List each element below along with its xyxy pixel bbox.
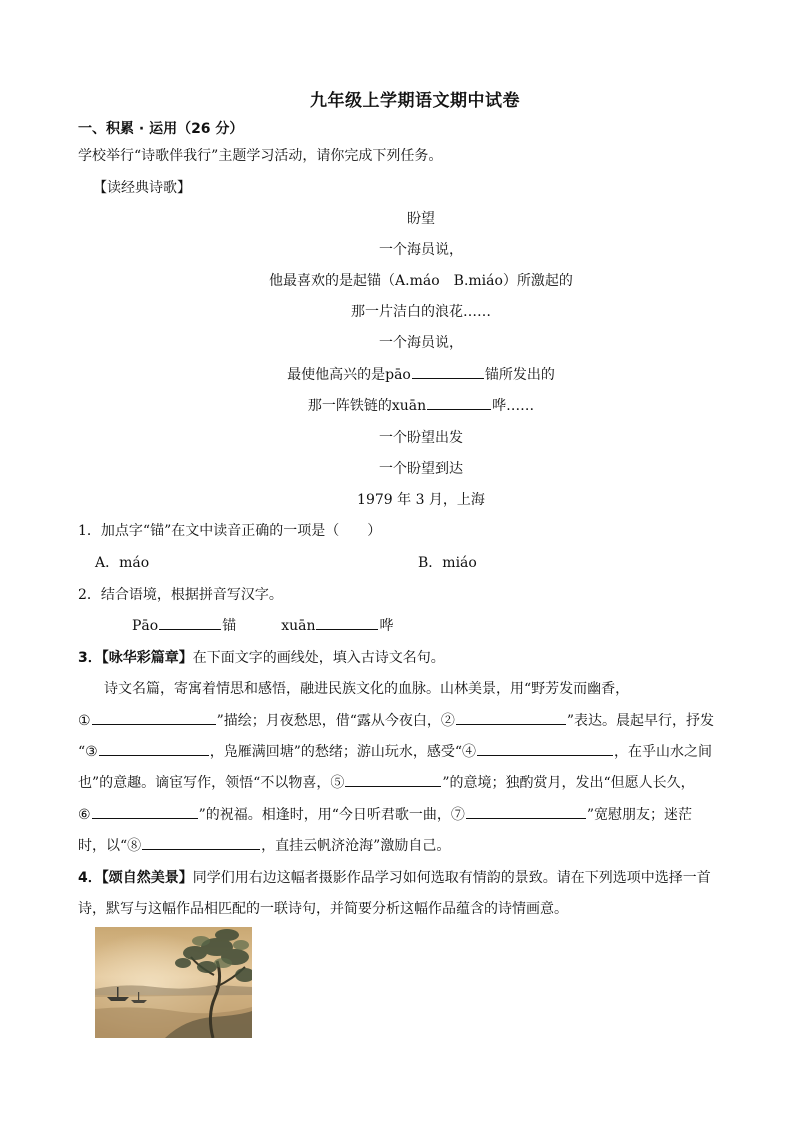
- paragraph-text: ”宽慰朋友；迷茫: [586, 807, 693, 823]
- paragraph-line: [78, 804, 742, 824]
- question-number: 3．: [78, 650, 102, 666]
- paragraph-text: ”表达。晨起早行，抒发: [566, 713, 715, 729]
- question-1-option-b[interactable]: B．miáo: [418, 555, 477, 571]
- pinyin-label: xuān: [281, 618, 316, 634]
- answer-blank-7[interactable]: [466, 804, 586, 819]
- paragraph-text: ，直挂云帆济沧海”激励自己。: [261, 838, 451, 854]
- poem-line-text: 锚所发出的: [484, 367, 555, 383]
- poem-line: 一个盼望出发: [379, 430, 463, 446]
- question-text: 在下面文字的画线处，填入古诗文名句。: [192, 650, 445, 666]
- answer-blank-8[interactable]: [142, 835, 260, 850]
- answer-blank-pao[interactable]: [159, 615, 221, 630]
- poem-line-with-blank: [0, 395, 794, 415]
- poem-date: 1979 年 3 月，上海: [357, 492, 485, 508]
- answer-blank-4[interactable]: [477, 741, 613, 756]
- section-intro: 学校举行“诗歌伴我行”主题学习活动，请你完成下列任务。: [78, 148, 443, 164]
- poem-line-text: 那一阵铁链的xuān: [307, 398, 427, 414]
- page-title: 九年级上学期语文期中试卷: [310, 91, 520, 111]
- paragraph-text: ，在乎山水之间: [614, 744, 713, 760]
- paragraph-text: ，凫雁满回塘”的愁绪；游山玩水，感受“④: [209, 744, 477, 760]
- question-3-stem: [78, 647, 445, 667]
- poem-line: 一个海员说，: [379, 242, 463, 258]
- circled-number: 时，以“⑧: [78, 838, 142, 854]
- paragraph-line: [78, 710, 742, 730]
- question-4-stem: [78, 867, 742, 887]
- question-tag: 【咏华彩篇章】: [101, 650, 193, 666]
- question-1-option-a[interactable]: A．máo: [95, 555, 150, 571]
- poem-line: 那一片洁白的浪花……: [351, 304, 491, 320]
- poem-line-text: 哗……: [492, 398, 535, 414]
- circled-number: ⑥: [78, 807, 91, 823]
- char-label: 哗: [379, 618, 394, 634]
- paragraph-text: ”描绘；月夜愁思，借“露从今夜白，②: [216, 713, 455, 729]
- circled-number: ①: [78, 713, 91, 729]
- paragraph-text: 也”的意趣。谪宦写作，领悟“不以物喜，⑤: [78, 775, 345, 791]
- paragraph-line: 诗文名篇，寄寓着情思和感悟，融进民族文化的血脉。山林美景，用“野芳发而幽香，: [104, 681, 630, 697]
- answer-blank-5[interactable]: [345, 772, 441, 787]
- pao-blank[interactable]: [412, 364, 484, 379]
- question-1-stem: 1．加点字“锚”在文中读音正确的一项是（ ）: [78, 523, 382, 539]
- paragraph-line: [78, 741, 742, 761]
- question-2-answers: [132, 615, 393, 635]
- subheading-read-poems: 【读经典诗歌】: [93, 180, 191, 196]
- question-4-stem-cont: 诗，默写与这幅作品相匹配的一联诗句，并简要分析这幅作品蕴含的诗情画意。: [78, 901, 568, 917]
- poem-line-text: 最使他高兴的是pāo: [287, 367, 411, 383]
- paragraph-text: ”的意境；独酌赏月，发出“但愿人长久，: [442, 775, 695, 791]
- painting-svg: [95, 927, 252, 1038]
- poem-line: 他最喜欢的是起锚（A.máo B.miáo）所激起的: [269, 273, 573, 289]
- poem-line: 一个盼望到达: [379, 461, 463, 477]
- section-heading: 一、积累 · 运用（26 分）: [78, 121, 244, 137]
- paragraph-line: [78, 772, 742, 792]
- xuan-blank[interactable]: [427, 395, 491, 410]
- poem-title: 盼望: [407, 211, 435, 227]
- question-tag: 【颂自然美景】: [101, 870, 193, 886]
- question-number: 4．: [78, 870, 102, 886]
- circled-number: “③: [78, 744, 98, 760]
- question-text: 同学们用右边这幅者摄影作品学习如何选取有情韵的景致。请在下列选项中选择一首: [192, 870, 711, 886]
- paragraph-text: ”的祝福。相逢时，用“今日听君歌一曲，⑦: [198, 807, 465, 823]
- answer-blank-1[interactable]: [92, 710, 216, 725]
- answer-blank-xuan[interactable]: [316, 615, 378, 630]
- landscape-painting-image: [95, 927, 252, 1038]
- question-2-stem: 2．结合语境，根据拼音写汉字。: [78, 587, 283, 603]
- poem-line-with-blank: [0, 364, 794, 384]
- answer-blank-6[interactable]: [92, 804, 198, 819]
- answer-blank-3[interactable]: [99, 741, 209, 756]
- pinyin-label: Pāo: [132, 618, 159, 634]
- answer-blank-2[interactable]: [456, 710, 566, 725]
- char-label: 锚: [222, 618, 237, 634]
- poem-line: 一个海员说，: [379, 335, 463, 351]
- paragraph-line: [78, 835, 742, 855]
